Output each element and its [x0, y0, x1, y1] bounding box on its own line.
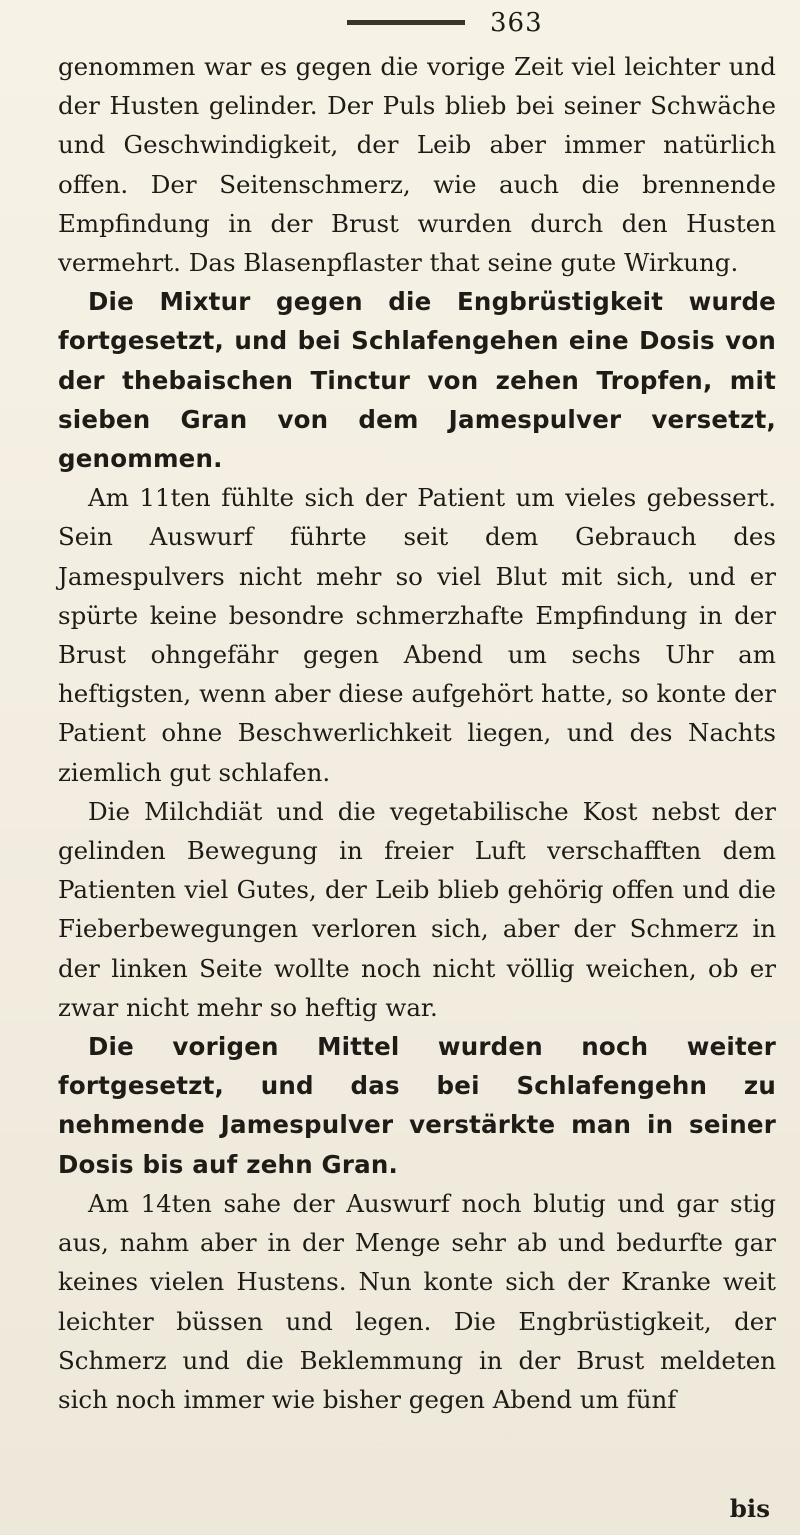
- paragraph-2-emphasized: Die Mixtur gegen die Engbrüstigkeit wurde fortgesetzt, und bei Schlafengehen eine Dosis von der thebaischen Tinctur von zehen Tropfen, mit sieben Gran von dem Jamespulver versetzt, genommen.: [58, 287, 776, 474]
- body-text: [58, 47, 776, 1419]
- paragraph-1: genommen war es gegen die vorige Zeit viel leichter und der Husten gelinder. Der Puls blieb bei seiner Schwäche und Geschwindigkeit, der Leib aber immer natürlich offen. Der Seitenschmerz, wie auch die brennende Empfindung in der Brust wurden durch den Husten vermehrt. Das Blasenpflaster that seine gute Wirkung.: [58, 52, 776, 278]
- paragraph-5-emphasized: Die vorigen Mittel wurden noch weiter fortgesetzt, und das bei Schlafengehn zu nehmende Jamespulver verstärkte man in seiner Dosis bis auf zehn Gran.: [58, 1032, 776, 1179]
- header-rule: [347, 20, 465, 25]
- catchword: bis: [729, 1494, 770, 1523]
- paragraph-3: Am 11ten fühlte sich der Patient um vieles gebessert. Sein Auswurf führte seit dem Gebrauch des Jamespulvers nicht mehr so viel Blut mit sich, und er spürte keine besondre schmerzhafte Empfindung in der Brust ohngefähr gegen Abend um sechs Uhr am heftigsten, wenn aber diese aufgehört hatte, so konte der Patient ohne Beschwerlichkeit liegen, und des Nachts ziemlich gut schlafen.: [58, 483, 776, 787]
- page-number: 363: [490, 8, 543, 38]
- paragraph-4: Die Milchdiät und die vegetabilische Kost nebst der gelinden Bewegung in freier Luft verschafften dem Patienten viel Gutes, der Leib blieb gehörig offen und die Fieberbewegungen verloren sich, aber der Schmerz in der linken Seite wollte noch nicht völlig weichen, ob er zwar nicht mehr so heftig war.: [58, 796, 776, 1022]
- paragraph-6: Am 14ten sahe der Auswurf noch blutig und gar stig aus, nahm aber in der Menge sehr ab und bedurfte gar keines vielen Hustens. Nun konte sich der Kranke weit leichter büssen und legen. Die Engbrüstigkeit, der Schmerz und die Beklemmung in der Brust meldeten sich noch immer wie bisher gegen Abend um fünf: [58, 1188, 776, 1414]
